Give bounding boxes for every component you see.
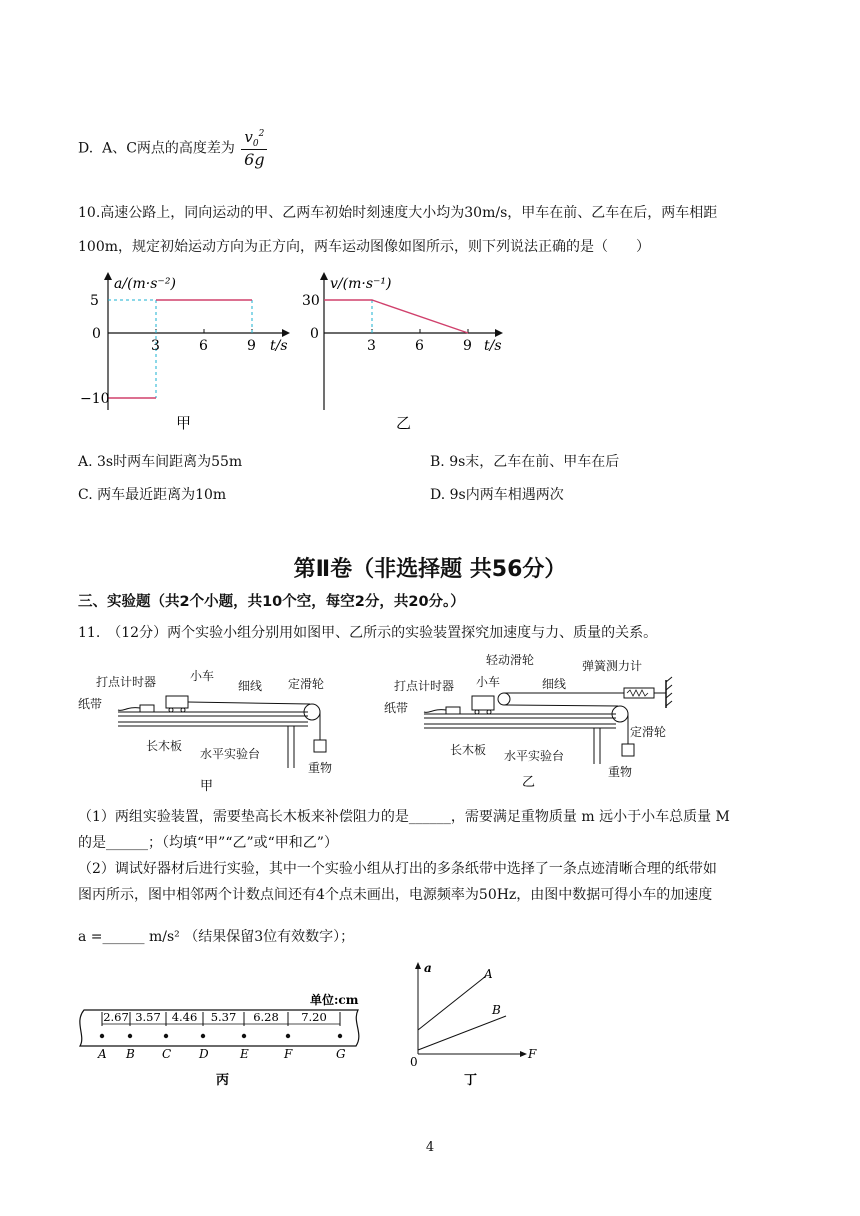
wheel <box>487 710 491 714</box>
tape-curve <box>424 710 446 713</box>
wall-hatch <box>666 701 672 706</box>
wheel <box>475 710 479 714</box>
q11-figure-jia <box>78 660 348 795</box>
q11-part2-line3: a =______ m/s² （结果保留3位有效数字）； <box>78 929 355 945</box>
q10-option-c: C. 两车最近距离为10m <box>78 487 227 503</box>
label-table: 水平实验台 <box>504 749 565 763</box>
q11-figure-tape <box>70 990 370 1090</box>
tape-segment-label: 6.28 <box>253 1010 279 1024</box>
tape-point-label: B <box>126 1047 135 1061</box>
q11-part2-line1: （2）调试好器材后进行实验，其中一个实验小组从打出的多条纸带中选择了一条点迹清晰合理的纸带如 <box>78 861 717 877</box>
timer-box <box>140 705 154 712</box>
wheel <box>181 708 185 712</box>
figure-caption: 甲 <box>200 779 214 794</box>
tape-point-label: F <box>284 1047 293 1061</box>
y-axis-label: v/(m·s⁻¹) <box>330 276 392 292</box>
tape-point-label: D <box>199 1047 209 1061</box>
x-tick-label: 6 <box>415 338 424 354</box>
x-tick-label: 9 <box>463 338 472 354</box>
string-line <box>188 702 310 704</box>
cart-box <box>166 696 188 708</box>
label-string: 细线 <box>542 677 567 691</box>
tape-dot <box>201 1034 205 1038</box>
option-text: A、C两点的高度差为 <box>102 140 235 157</box>
y-arrow-icon <box>320 272 328 280</box>
part-heading: 三、实验题（共2个小题，共10个空，每空2分，共20分。） <box>78 594 465 610</box>
label-pulley: 定滑轮 <box>630 725 667 739</box>
q11-stem: 11. （12分）两个实验小组分别用如图甲、乙所示的实验装置探究加速度与力、质量的关系。 <box>78 625 658 641</box>
wheel <box>169 708 173 712</box>
label-tape: 纸带 <box>384 701 409 715</box>
q11-graph-ding <box>396 958 546 1088</box>
weight-box <box>314 740 326 752</box>
line-b <box>418 1016 506 1050</box>
series-line <box>324 300 468 333</box>
line-a <box>418 976 486 1030</box>
tape-segment-label: 7.20 <box>301 1010 327 1024</box>
x-arrow-icon <box>495 329 503 337</box>
tape-dot <box>100 1034 104 1038</box>
tape-curve <box>118 708 140 711</box>
tape-point-label: E <box>240 1047 249 1061</box>
tape-segment-label: 3.57 <box>135 1010 161 1024</box>
spring-zigzag <box>627 690 648 696</box>
label-timer: 打点计时器 <box>394 679 455 693</box>
label-board: 长木板 <box>450 743 487 757</box>
y-axis-label: a/(m·s⁻²) <box>114 276 176 292</box>
q11-part1-line2: 的是______；（均填“甲”“乙”或“甲和乙”） <box>78 835 338 851</box>
string-lower <box>504 705 618 706</box>
movable-pulley-circle <box>498 693 510 705</box>
tape-unit: 单位:cm <box>310 993 359 1007</box>
y-arrow-icon <box>415 962 421 969</box>
line-b-label: B <box>492 1003 501 1017</box>
y-tick-label: 0 <box>310 326 319 342</box>
q10-option-b: B. 9s末，乙车在前、甲车在后 <box>430 454 620 470</box>
q11-part1-line1: （1）两组实验装置，需要垫高长木板来补偿阻力的是______，需要满足重物质量 m 远小于小车总质量 M <box>78 809 730 825</box>
q10-stem-line1: 10.高速公路上，同向运动的甲、乙两车初始时刻速度大小均为30m/s，甲车在前、乙车在后，两车相距 <box>78 205 718 221</box>
tape-point-label: G <box>336 1047 346 1061</box>
tape-measurements <box>97 1010 346 1061</box>
label-string: 细线 <box>238 679 263 693</box>
cart-box <box>472 696 494 710</box>
option-letter: D. <box>78 140 94 157</box>
figure-caption: 丁 <box>464 1073 478 1088</box>
q10-option-d: D. 9s内两车相遇两次 <box>430 487 564 503</box>
q10-option-a: A. 3s时两车间距离为55m <box>78 454 243 470</box>
y-tick-label: 30 <box>302 293 320 309</box>
page-number: 4 <box>425 1140 435 1155</box>
tape-dot <box>286 1034 290 1038</box>
label-table: 水平实验台 <box>200 747 261 761</box>
x-tick-label: 9 <box>247 338 256 354</box>
figure-caption: 丙 <box>216 1073 230 1088</box>
q10-graph-yi <box>296 268 526 438</box>
figure-caption: 乙 <box>522 775 536 787</box>
y-tick-label: 0 <box>92 326 101 342</box>
q10-graph-jia <box>78 268 308 438</box>
tape-segment-label: 5.37 <box>210 1010 237 1024</box>
y-tick-label: 5 <box>90 293 99 309</box>
wall-hatch <box>666 685 672 690</box>
timer-box <box>446 707 460 714</box>
label-board: 长木板 <box>146 739 183 753</box>
q9-option-d <box>78 128 267 169</box>
tape-point-label: C <box>162 1047 172 1061</box>
label-weight: 重物 <box>608 765 633 779</box>
x-arrow-icon <box>282 329 290 337</box>
fraction-numerator: $v_0^2$ <box>241 128 267 150</box>
label-timer: 打点计时器 <box>96 675 157 689</box>
line-a-label: A <box>484 967 493 981</box>
section-title: 第Ⅱ卷（非选择题 共56分） <box>293 557 567 582</box>
x-axis-label: F <box>528 1047 537 1061</box>
y-tick-label: −10 <box>80 391 110 407</box>
graph-caption: 甲 <box>176 414 192 432</box>
tape-dot <box>164 1034 168 1038</box>
tape-segment-label: 4.46 <box>171 1010 198 1024</box>
tape-segment-label: 2.67 <box>103 1010 129 1024</box>
label-tape: 纸带 <box>78 697 103 711</box>
x-tick-label: 6 <box>199 338 208 354</box>
wall-hatch <box>666 693 672 698</box>
tape-point-label: A <box>98 1047 107 1061</box>
x-axis-label: t/s <box>484 338 502 354</box>
weight-box <box>622 744 634 756</box>
label-pulley: 定滑轮 <box>288 677 325 691</box>
fraction-denominator: 6g <box>244 150 265 169</box>
x-axis-label: t/s <box>270 338 288 354</box>
q11-figure-yi <box>384 652 684 787</box>
graph-caption: 乙 <box>396 414 412 432</box>
label-cart: 小车 <box>190 669 215 683</box>
x-arrow-icon <box>520 1051 527 1057</box>
wall-hatch <box>666 677 672 682</box>
q10-stem-line2: 100m，规定初始运动方向为正方向，两车运动图像如图所示，则下列说法正确的是（ ） <box>78 239 650 255</box>
y-arrow-icon <box>104 272 112 280</box>
label-cart: 小车 <box>476 675 501 689</box>
y-axis-label: a <box>424 961 432 975</box>
tape-dot <box>338 1034 342 1038</box>
origin-label: 0 <box>410 1055 418 1069</box>
label-spring-scale: 弹簧测力计 <box>582 659 643 673</box>
q11-part2-line2: 图丙所示，图中相邻两个计数点间还有4个点未画出，电源频率为50Hz，由图中数据可得小车的加速度 <box>78 887 713 903</box>
x-tick-label: 3 <box>151 338 160 354</box>
fraction <box>241 128 267 169</box>
label-movable-pulley: 轻动滑轮 <box>486 653 535 667</box>
label-weight: 重物 <box>308 761 333 775</box>
tape-dot <box>242 1034 246 1038</box>
tape-dot <box>128 1034 132 1038</box>
x-tick-label: 3 <box>367 338 376 354</box>
